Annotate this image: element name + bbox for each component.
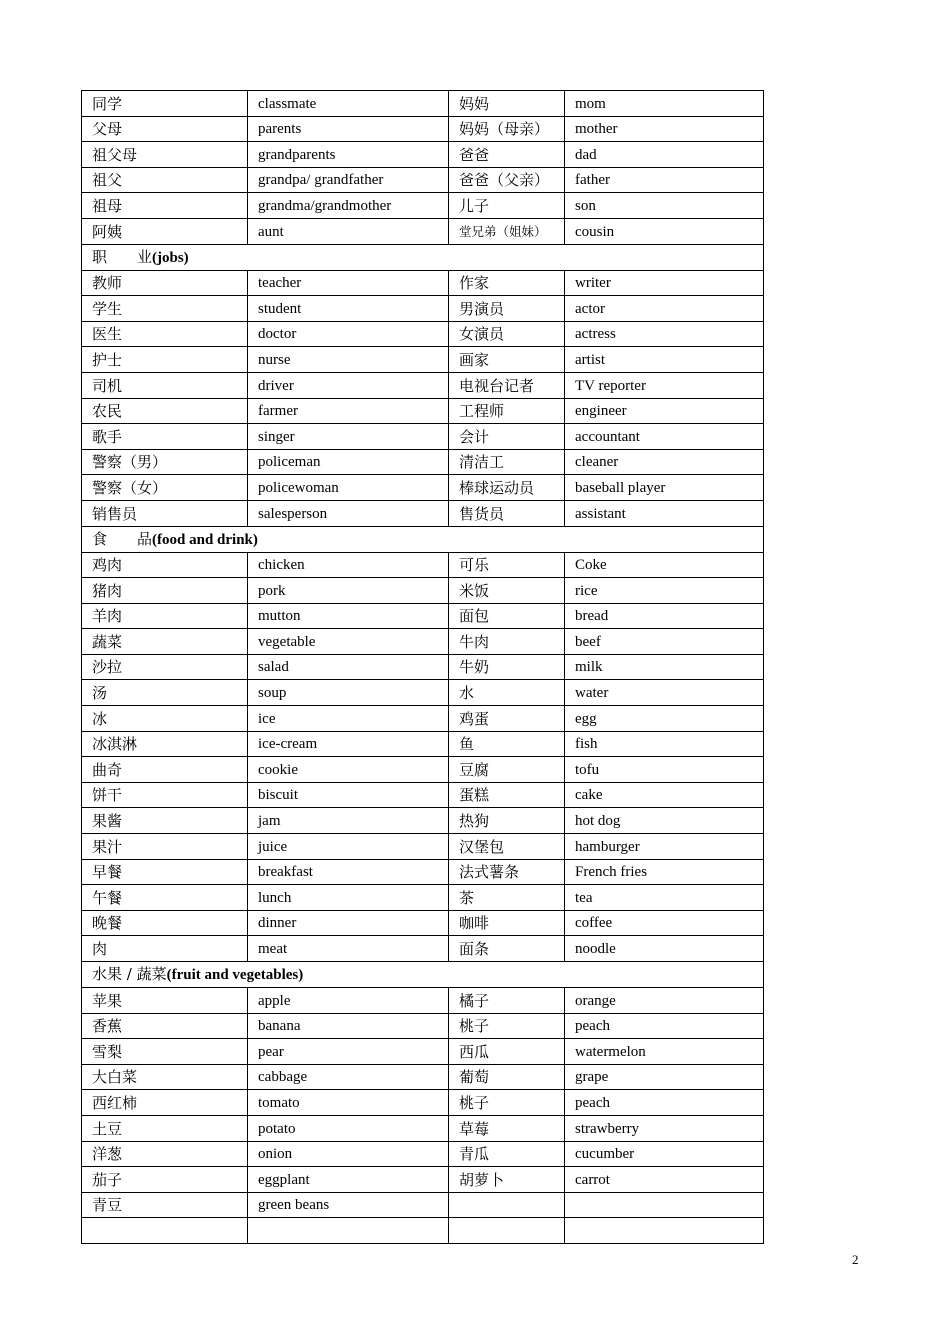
chinese-term-cell: 医生 — [82, 321, 248, 347]
section-title — [82, 244, 764, 270]
english-term-cell: lunch — [248, 885, 449, 911]
chinese-term-cell: 沙拉 — [82, 654, 248, 680]
english-term-cell: cake — [565, 782, 764, 808]
vocabulary-row — [82, 1064, 764, 1090]
chinese-term-cell: 猪肉 — [82, 578, 248, 604]
english-term-cell: cabbage — [248, 1064, 449, 1090]
section-title-english: (food and drink) — [152, 531, 258, 548]
english-term-cell: hamburger — [565, 834, 764, 860]
section-title-english: (fruit and vegetables) — [166, 967, 304, 983]
chinese-term-cell: 会计 — [449, 424, 565, 450]
english-term-cell: meat — [248, 936, 449, 962]
chinese-term-cell: 洋葱 — [82, 1141, 248, 1167]
chinese-term-cell: 妈妈（母亲） — [449, 116, 565, 142]
vocabulary-row — [82, 654, 764, 680]
chinese-term-cell: 青瓜 — [449, 1141, 565, 1167]
chinese-term-cell: 蔬菜 — [82, 629, 248, 655]
english-term-cell: farmer — [248, 398, 449, 424]
chinese-term-cell: 工程师 — [449, 398, 565, 424]
chinese-term-cell: 橘子 — [449, 988, 565, 1014]
english-term-cell: grape — [565, 1064, 764, 1090]
english-term-cell: watermelon — [565, 1039, 764, 1065]
english-term-cell: policeman — [248, 449, 449, 475]
chinese-term-cell: 米饭 — [449, 578, 565, 604]
vocabulary-row — [82, 424, 764, 450]
chinese-term-cell: 农民 — [82, 398, 248, 424]
chinese-term-cell: 茶 — [449, 885, 565, 911]
english-term-cell: teacher — [248, 270, 449, 296]
vocabulary-row — [82, 1115, 764, 1141]
chinese-term-cell: 冰 — [82, 706, 248, 732]
chinese-term-cell: 汉堡包 — [449, 834, 565, 860]
english-term-cell: pear — [248, 1039, 449, 1065]
chinese-term-cell: 冰淇淋 — [82, 731, 248, 757]
chinese-term-cell: 司机 — [82, 372, 248, 398]
english-term-cell: son — [565, 193, 764, 219]
vocabulary-row — [82, 475, 764, 501]
section-title-chinese: 职 业 — [92, 247, 153, 266]
english-term-cell: chicken — [248, 552, 449, 578]
english-term-cell: milk — [565, 654, 764, 680]
vocabulary-row — [82, 988, 764, 1014]
vocabulary-row — [82, 885, 764, 911]
vocabulary-row — [82, 1141, 764, 1167]
vocabulary-row — [82, 1013, 764, 1039]
english-term-cell: actress — [565, 321, 764, 347]
english-term-cell: aunt — [248, 218, 449, 244]
chinese-term-cell: 清洁工 — [449, 449, 565, 475]
english-term-cell: biscuit — [248, 782, 449, 808]
chinese-term-cell: 画家 — [449, 347, 565, 373]
chinese-term-cell: 草莓 — [449, 1115, 565, 1141]
chinese-term-cell: 果汁 — [82, 834, 248, 860]
chinese-term-cell: 法式薯条 — [449, 859, 565, 885]
chinese-term-cell: 葡萄 — [449, 1064, 565, 1090]
vocabulary-row — [82, 552, 764, 578]
chinese-term-cell: 爸爸（父亲） — [449, 167, 565, 193]
vocabulary-row — [82, 603, 764, 629]
chinese-term-cell: 警察（女） — [82, 475, 248, 501]
vocabulary-row — [82, 1218, 764, 1244]
vocabulary-row — [82, 1167, 764, 1193]
vocabulary-row — [82, 449, 764, 475]
english-term-cell: salad — [248, 654, 449, 680]
section-header-row — [82, 244, 764, 270]
english-term-cell: writer — [565, 270, 764, 296]
chinese-term-cell: 牛奶 — [449, 654, 565, 680]
vocabulary-row — [82, 680, 764, 706]
chinese-term-cell: 青豆 — [82, 1192, 248, 1218]
english-term-cell: mutton — [248, 603, 449, 629]
chinese-term-cell: 鸡蛋 — [449, 706, 565, 732]
english-term-cell — [565, 1192, 764, 1218]
chinese-term-cell: 西瓜 — [449, 1039, 565, 1065]
chinese-term-cell: 雪梨 — [82, 1039, 248, 1065]
english-term-cell — [248, 1218, 449, 1244]
chinese-term-cell: 可乐 — [449, 552, 565, 578]
english-term-cell: policewoman — [248, 475, 449, 501]
english-term-cell: doctor — [248, 321, 449, 347]
english-term-cell: potato — [248, 1115, 449, 1141]
english-term-cell: nurse — [248, 347, 449, 373]
section-header-row — [82, 962, 764, 988]
vocabulary-row — [82, 859, 764, 885]
english-term-cell: Coke — [565, 552, 764, 578]
english-term-cell: salesperson — [248, 500, 449, 526]
vocabulary-row — [82, 500, 764, 526]
vocabulary-row — [82, 372, 764, 398]
english-term-cell: actor — [565, 296, 764, 322]
english-term-cell: father — [565, 167, 764, 193]
chinese-term-cell: 教师 — [82, 270, 248, 296]
english-term-cell: rice — [565, 578, 764, 604]
vocabulary-row — [82, 578, 764, 604]
chinese-term-cell: 咖啡 — [449, 910, 565, 936]
chinese-term-cell: 祖父母 — [82, 142, 248, 168]
chinese-term-cell — [82, 1218, 248, 1244]
chinese-term-cell: 土豆 — [82, 1115, 248, 1141]
english-term-cell: eggplant — [248, 1167, 449, 1193]
chinese-term-cell: 学生 — [82, 296, 248, 322]
chinese-term-cell: 鱼 — [449, 731, 565, 757]
english-term-cell: mom — [565, 91, 764, 117]
chinese-term-cell: 胡萝卜 — [449, 1167, 565, 1193]
english-term-cell: egg — [565, 706, 764, 732]
chinese-term-cell: 苹果 — [82, 988, 248, 1014]
english-term-cell: parents — [248, 116, 449, 142]
vocabulary-row — [82, 731, 764, 757]
english-term-cell: noodle — [565, 936, 764, 962]
chinese-term-cell: 面条 — [449, 936, 565, 962]
vocabulary-row — [82, 1090, 764, 1116]
chinese-term-cell: 鸡肉 — [82, 552, 248, 578]
chinese-term-cell: 售货员 — [449, 500, 565, 526]
chinese-term-cell: 汤 — [82, 680, 248, 706]
english-term-cell: breakfast — [248, 859, 449, 885]
vocabulary-row — [82, 116, 764, 142]
vocabulary-row — [82, 910, 764, 936]
english-term-cell: peach — [565, 1090, 764, 1116]
vocabulary-row — [82, 1039, 764, 1065]
english-term-cell: engineer — [565, 398, 764, 424]
chinese-term-cell: 果酱 — [82, 808, 248, 834]
page-number: 2 — [852, 1252, 859, 1267]
chinese-term-cell: 父母 — [82, 116, 248, 142]
section-header-row — [82, 526, 764, 552]
chinese-term-cell: 桃子 — [449, 1013, 565, 1039]
chinese-term-cell: 大白菜 — [82, 1064, 248, 1090]
english-term-cell: mother — [565, 116, 764, 142]
vocabulary-row — [82, 142, 764, 168]
english-term-cell: pork — [248, 578, 449, 604]
chinese-term-cell: 爸爸 — [449, 142, 565, 168]
chinese-term-cell: 男演员 — [449, 296, 565, 322]
chinese-term-cell: 豆腐 — [449, 757, 565, 783]
english-term-cell: French fries — [565, 859, 764, 885]
english-term-cell: peach — [565, 1013, 764, 1039]
vocabulary-row — [82, 218, 764, 244]
english-term-cell: grandparents — [248, 142, 449, 168]
chinese-term-cell: 妈妈 — [449, 91, 565, 117]
chinese-term-cell — [449, 1192, 565, 1218]
english-term-cell: student — [248, 296, 449, 322]
english-term-cell: vegetable — [248, 629, 449, 655]
chinese-term-cell: 棒球运动员 — [449, 475, 565, 501]
english-term-cell: assistant — [565, 500, 764, 526]
chinese-term-cell: 茄子 — [82, 1167, 248, 1193]
chinese-term-cell: 西红柿 — [82, 1090, 248, 1116]
chinese-term-cell: 作家 — [449, 270, 565, 296]
vocabulary-row — [82, 296, 764, 322]
vocabulary-row — [82, 808, 764, 834]
english-term-cell: artist — [565, 347, 764, 373]
section-title — [82, 962, 764, 988]
vocabulary-row — [82, 167, 764, 193]
english-term-cell: tofu — [565, 757, 764, 783]
vocabulary-row — [82, 347, 764, 373]
english-term-cell: classmate — [248, 91, 449, 117]
english-term-cell: baseball player — [565, 475, 764, 501]
chinese-term-cell: 儿子 — [449, 193, 565, 219]
english-term-cell: strawberry — [565, 1115, 764, 1141]
english-term-cell: cookie — [248, 757, 449, 783]
english-term-cell: ice — [248, 706, 449, 732]
english-term-cell: dad — [565, 142, 764, 168]
english-term-cell: accountant — [565, 424, 764, 450]
english-term-cell: grandma/grandmother — [248, 193, 449, 219]
chinese-term-cell: 销售员 — [82, 500, 248, 526]
chinese-term-cell: 早餐 — [82, 859, 248, 885]
english-term-cell: bread — [565, 603, 764, 629]
english-term-cell: onion — [248, 1141, 449, 1167]
chinese-term-cell: 护士 — [82, 347, 248, 373]
chinese-term-cell: 午餐 — [82, 885, 248, 911]
english-term-cell: cucumber — [565, 1141, 764, 1167]
section-title-english: (jobs) — [152, 249, 189, 266]
vocabulary-row — [82, 629, 764, 655]
chinese-term-cell: 饼干 — [82, 782, 248, 808]
chinese-term-cell: 电视台记者 — [449, 372, 565, 398]
english-term-cell: hot dog — [565, 808, 764, 834]
english-term-cell: cleaner — [565, 449, 764, 475]
english-term-cell: driver — [248, 372, 449, 398]
english-term-cell: apple — [248, 988, 449, 1014]
chinese-term-cell: 晚餐 — [82, 910, 248, 936]
english-term-cell — [565, 1218, 764, 1244]
chinese-term-cell: 祖父 — [82, 167, 248, 193]
english-term-cell: green beans — [248, 1192, 449, 1218]
chinese-term-cell: 牛肉 — [449, 629, 565, 655]
vocabulary-row — [82, 757, 764, 783]
english-term-cell: coffee — [565, 910, 764, 936]
section-title — [82, 526, 764, 552]
vocabulary-row — [82, 270, 764, 296]
chinese-term-cell: 羊肉 — [82, 603, 248, 629]
english-term-cell: TV reporter — [565, 372, 764, 398]
vocabulary-row — [82, 782, 764, 808]
vocabulary-table-body — [82, 91, 764, 1244]
english-term-cell: jam — [248, 808, 449, 834]
chinese-term-cell: 曲奇 — [82, 757, 248, 783]
vocabulary-row — [82, 1192, 764, 1218]
english-term-cell: beef — [565, 629, 764, 655]
english-term-cell: banana — [248, 1013, 449, 1039]
chinese-term-cell: 堂兄弟（姐妹） — [449, 218, 565, 244]
chinese-term-cell: 阿姨 — [82, 218, 248, 244]
english-term-cell: carrot — [565, 1167, 764, 1193]
chinese-term-cell: 警察（男） — [82, 449, 248, 475]
vocabulary-row — [82, 193, 764, 219]
english-term-cell: soup — [248, 680, 449, 706]
chinese-term-cell: 肉 — [82, 936, 248, 962]
section-title-chinese: 食 品 — [92, 529, 153, 548]
chinese-term-cell: 热狗 — [449, 808, 565, 834]
english-term-cell: orange — [565, 988, 764, 1014]
chinese-term-cell: 蛋糕 — [449, 782, 565, 808]
vocabulary-row — [82, 936, 764, 962]
english-term-cell: dinner — [248, 910, 449, 936]
english-term-cell: grandpa/ grandfather — [248, 167, 449, 193]
vocabulary-row — [82, 834, 764, 860]
english-term-cell: cousin — [565, 218, 764, 244]
english-term-cell: fish — [565, 731, 764, 757]
english-term-cell: juice — [248, 834, 449, 860]
vocabulary-table — [81, 90, 764, 1244]
chinese-term-cell: 香蕉 — [82, 1013, 248, 1039]
english-term-cell: tea — [565, 885, 764, 911]
section-title-chinese: 水果 / 蔬菜 — [92, 965, 167, 983]
chinese-term-cell: 面包 — [449, 603, 565, 629]
vocabulary-row — [82, 398, 764, 424]
vocabulary-row — [82, 706, 764, 732]
chinese-term-cell — [449, 1218, 565, 1244]
chinese-term-cell: 水 — [449, 680, 565, 706]
english-term-cell: water — [565, 680, 764, 706]
chinese-term-cell: 桃子 — [449, 1090, 565, 1116]
chinese-term-cell: 女演员 — [449, 321, 565, 347]
chinese-term-cell: 歌手 — [82, 424, 248, 450]
english-term-cell: ice-cream — [248, 731, 449, 757]
chinese-term-cell: 同学 — [82, 91, 248, 117]
english-term-cell: singer — [248, 424, 449, 450]
vocabulary-row — [82, 91, 764, 117]
vocabulary-row — [82, 321, 764, 347]
chinese-term-cell: 祖母 — [82, 193, 248, 219]
english-term-cell: tomato — [248, 1090, 449, 1116]
